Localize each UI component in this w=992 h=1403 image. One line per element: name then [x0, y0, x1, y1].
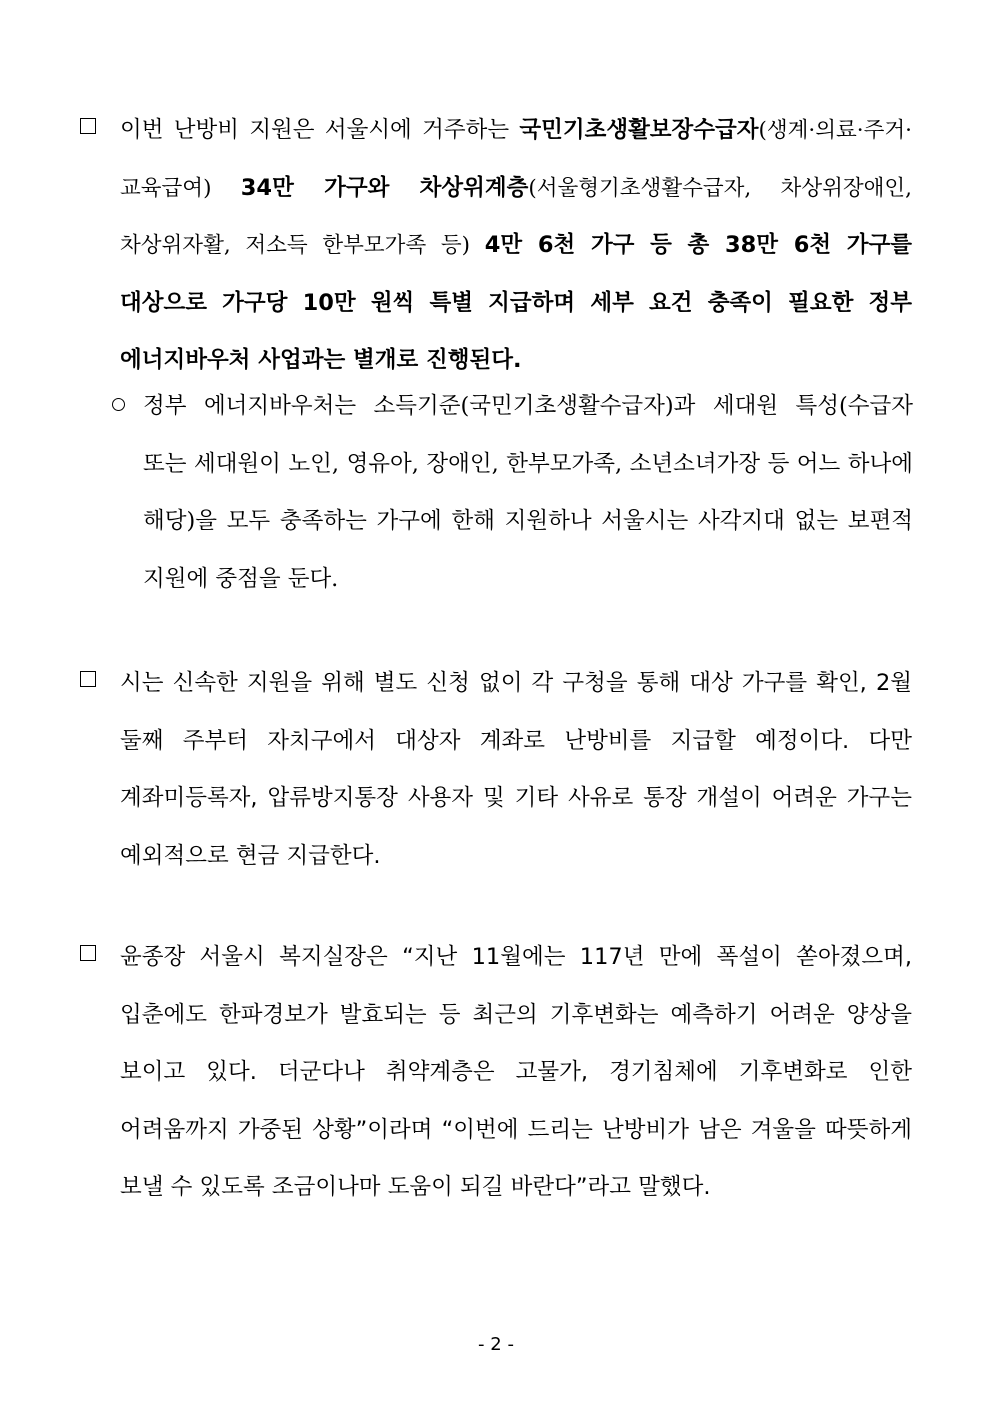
- subsection-1: [110, 378, 920, 608]
- square-bullet-icon: [80, 671, 96, 687]
- circle-bullet-icon: [112, 398, 125, 411]
- section-2: [80, 655, 920, 885]
- square-bullet-icon: [80, 118, 96, 134]
- section-3-text: 윤종장 서울시 복지실장은 “지난 11월에는 117년 만에 폭설이 쏟아졌으며, 입춘에도 한파경보가 발효되는 등 최근의 기후변화는 예측하기 어려운 양상을 보이고 있다. 더군다나 취약계층은 고물가, 경기침체에 기후변화로 인한 어려움까지 가중된 상황”이라며 “이번에 드리는 난방비가 남은 겨울을 따뜻하게 보낼 수 있도록 조금이나마 도움이 되길 바란다”라고 말했다.: [120, 944, 912, 1200]
- section-1-text: 이번 난방비 지원은 서울시에 거주하는 국민기초생활보장수급자(생계·의료·주거·교육급여) 34만 가구와 차상위계층(서울형기초생활수급자, 차상위장애인, 차상위자활, 저소득 한부모가족 등) 4만 6천 가구 등 총 38만 6천 가구를 대상으로 가구당 10만 원씩 특별 지급하며 세부 요건 충족이 필요한 정부 에너지바우처 사업과는 별개로 진행된다.: [120, 117, 913, 373]
- square-bullet-icon: [80, 945, 96, 961]
- page-number: - 2 -: [478, 1334, 514, 1355]
- section-2-text: 시는 신속한 지원을 위해 별도 신청 없이 각 구청을 통해 대상 가구를 확인, 2월 둘째 주부터 자치구에서 대상자 계좌로 난방비를 지급할 예정이다. 다만 계좌미등록자, 압류방지통장 사용자 및 기타 사유로 통장 개설이 어려운 가구는 예외적으로 현금 지급한다.: [120, 670, 912, 869]
- section-1: [80, 102, 920, 390]
- subsection-1-text: 정부 에너지바우처는 소득기준(국민기초생활수급자)과 세대원 특성(수급자 또는 세대원이 노인, 영유아, 장애인, 한부모가족, 소년소녀가장 등 어느 하나에 해당)을 모두 충족하는 가구에 한해 지원하나 서울시는 사각지대 없는 보편적 지원에 중점을 둔다.: [143, 393, 913, 592]
- section-3: [80, 929, 920, 1217]
